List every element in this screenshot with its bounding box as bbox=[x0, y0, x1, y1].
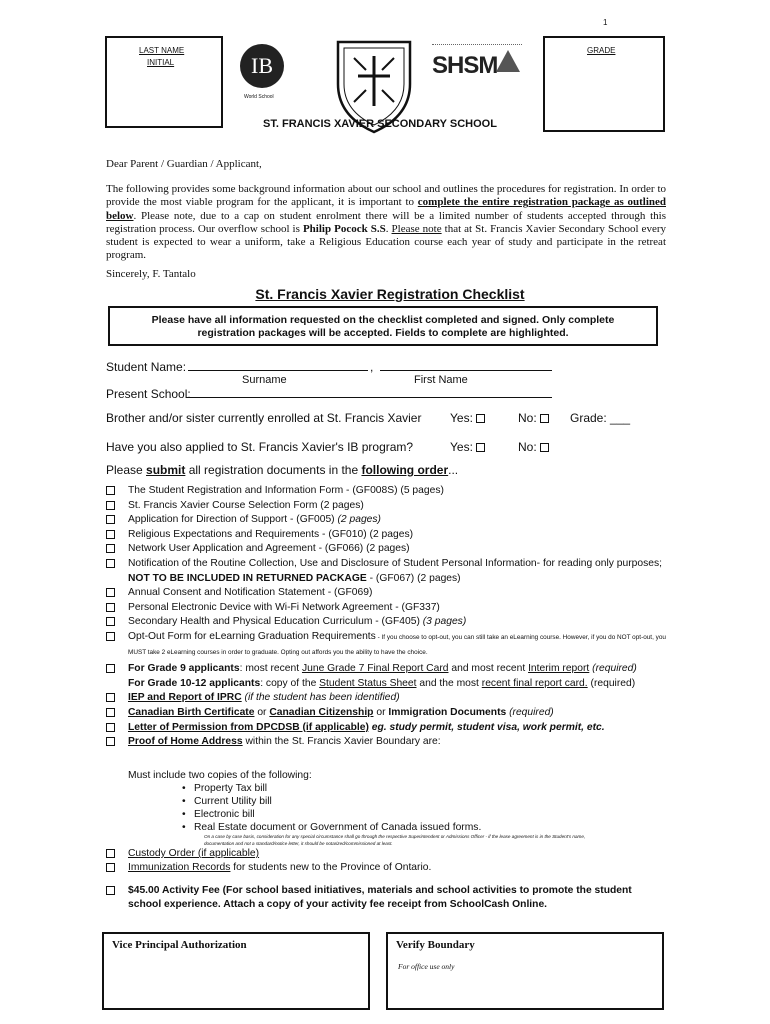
checklist-items bbox=[106, 484, 666, 750]
item-checkbox[interactable] bbox=[106, 501, 115, 510]
verify-boundary-label: Verify Boundary bbox=[396, 939, 475, 951]
list-item: Religious Expectations and Requirements - (GF010) (2 pages) bbox=[106, 528, 666, 543]
item-checkbox[interactable] bbox=[106, 486, 115, 495]
list-item: • Property Tax bill bbox=[182, 783, 268, 794]
shsm-logo: SHSM bbox=[432, 52, 498, 79]
item-checkbox[interactable] bbox=[106, 617, 115, 626]
ib-no-checkbox[interactable] bbox=[540, 443, 549, 452]
last-name-initial-box[interactable] bbox=[105, 36, 223, 128]
shsm-logo-mark-icon bbox=[494, 48, 522, 74]
ib-question: Have you also applied to St. Francis Xavier's IB program? bbox=[106, 440, 414, 454]
sibling-question: Brother and/or sister currently enrolled at St. Francis Xavier bbox=[106, 411, 422, 425]
office-use-label: For office use only bbox=[398, 962, 455, 971]
item-checkbox[interactable] bbox=[106, 708, 115, 717]
list-item: Secondary Health and Physical Education Curriculum - (GF405) (3 pages) bbox=[106, 615, 666, 630]
checklist-items-tail bbox=[106, 847, 666, 875]
ib-logo-caption: World School bbox=[244, 94, 274, 100]
list-item: Proof of Home Address within the St. Francis Xavier Boundary are: bbox=[106, 735, 666, 750]
item-checkbox[interactable] bbox=[106, 603, 115, 612]
item-checkbox[interactable] bbox=[106, 737, 115, 746]
list-item: • Real Estate document or Government of Canada issued forms. bbox=[182, 822, 482, 833]
list-item: Application for Direction of Support - (GF005) (2 pages) bbox=[106, 513, 666, 528]
list-item: Notification of the Routine Collection, Use and Disclosure of Student Personal Information- for reading only purposes; NOT TO BE INCLUDED IN RETURNED PACKAGE - (GF067) (2 pages) bbox=[106, 557, 666, 586]
list-item: • Current Utility bill bbox=[182, 796, 272, 807]
signoff: Sincerely, F. Tantalo bbox=[106, 268, 196, 280]
item-checkbox[interactable] bbox=[106, 515, 115, 524]
salutation: Dear Parent / Guardian / Applicant, bbox=[106, 158, 262, 170]
sibling-no-checkbox[interactable] bbox=[540, 414, 549, 423]
ib-yes-checkbox[interactable] bbox=[476, 443, 485, 452]
item-checkbox[interactable] bbox=[106, 544, 115, 553]
list-item: Personal Electronic Device with Wi-Fi Network Agreement - (GF337) bbox=[106, 601, 666, 616]
item-checkbox[interactable] bbox=[106, 632, 115, 641]
item-checkbox[interactable] bbox=[106, 530, 115, 539]
submit-instruction: Please submit all registration documents in the following order... bbox=[106, 463, 459, 477]
fine-print: On a case by case basis, consideration for any special circumstance shall go through the respective Superintendent or Admissions Officer - if the lease agreement is in the Student's name, documentation and not a standard/notice letter, it should be notarized/commissioned at least. bbox=[204, 834, 586, 846]
first-name-field[interactable] bbox=[380, 358, 552, 371]
sibling-yes-checkbox[interactable] bbox=[476, 414, 485, 423]
item-checkbox[interactable] bbox=[106, 693, 115, 702]
grade-box-label: GRADE bbox=[587, 46, 616, 55]
item-checkbox[interactable] bbox=[106, 559, 115, 568]
sibling-no[interactable]: No: bbox=[518, 411, 549, 425]
item-checkbox[interactable] bbox=[106, 588, 115, 597]
page-number: 1 bbox=[603, 18, 608, 27]
ib-yes[interactable]: Yes: bbox=[450, 440, 485, 454]
list-item: Custody Order (if applicable) bbox=[106, 847, 666, 861]
item-checkbox[interactable] bbox=[106, 849, 115, 858]
vice-principal-label: Vice Principal Authorization bbox=[112, 939, 247, 951]
list-item: The Student Registration and Information Form - (GF008S) (5 pages) bbox=[106, 484, 666, 499]
item-checkbox[interactable] bbox=[106, 863, 115, 872]
initial-label: INITIAL bbox=[147, 58, 175, 67]
verify-boundary-box[interactable] bbox=[386, 932, 664, 1010]
must-include-text: Must include two copies of the following: bbox=[128, 770, 312, 781]
vice-principal-box[interactable] bbox=[102, 932, 370, 1010]
list-item: $45.00 Activity Fee (For school based initiatives, materials and school activities to promote the student school experience. Attach a copy of your activity fee receipt from SchoolCash Online. bbox=[106, 884, 666, 912]
student-name-label: Student Name: bbox=[106, 360, 187, 374]
list-item: Network User Application and Agreement - (GF066) (2 pages) bbox=[106, 542, 666, 557]
sibling-yes[interactable]: Yes: bbox=[450, 411, 485, 425]
list-item: For Grade 9 applicants: most recent June Grade 7 Final Report Card and most recent Interim report (required) For Grade 10-12 applicants: copy of the Student Status Sheet and the most recent final report card. (required) bbox=[106, 662, 666, 691]
ib-logo: IB bbox=[240, 44, 284, 88]
list-item: St. Francis Xavier Course Selection Form (2 pages) bbox=[106, 499, 666, 514]
list-item: • Electronic bill bbox=[182, 809, 255, 820]
item-checkbox[interactable] bbox=[106, 664, 115, 673]
list-item: Annual Consent and Notification Statement - (GF069) bbox=[106, 586, 666, 601]
sibling-grade[interactable]: Grade: ___ bbox=[570, 411, 631, 425]
list-item: Opt-Out Form for eLearning Graduation Requirements - If you choose to opt-out, you can still take an eLearning course. However, if you do NOT opt-out, you MUST take 2 eLearning courses in order to graduate. Opting out affords you the ability to have the choice. bbox=[106, 630, 666, 659]
name-comma: , bbox=[370, 360, 374, 374]
list-item: Letter of Permission from DPCDSB (if applicable) eg. study permit, student visa, work permit, etc. bbox=[106, 721, 666, 736]
item-checkbox[interactable] bbox=[106, 723, 115, 732]
present-school-field[interactable] bbox=[186, 385, 552, 398]
grade-box[interactable] bbox=[543, 36, 665, 132]
surname-field[interactable] bbox=[188, 358, 368, 371]
surname-label: Surname bbox=[242, 374, 287, 386]
school-name: ST. FRANCIS XAVIER SECONDARY SCHOOL bbox=[263, 118, 497, 130]
first-name-label: First Name bbox=[414, 374, 468, 386]
present-school-label: Present School: bbox=[106, 387, 191, 401]
checklist-title: St. Francis Xavier Registration Checklist bbox=[255, 286, 525, 302]
list-item: Canadian Birth Certificate or Canadian Citizenship or Immigration Documents (required) bbox=[106, 706, 666, 721]
list-item: Immunization Records for students new to the Province of Ontario. bbox=[106, 861, 666, 875]
checklist-notice: Please have all information requested on the checklist completed and signed. Only complete registration packages will be accepted. Fields to complete are highlighted. bbox=[108, 306, 658, 346]
last-name-label: LAST NAME bbox=[139, 46, 185, 55]
ib-no[interactable]: No: bbox=[518, 440, 549, 454]
item-checkbox[interactable] bbox=[106, 886, 115, 895]
list-item: IEP and Report of IPRC (if the student has been identified) bbox=[106, 691, 666, 706]
letter-body: The following provides some background information about our school and outlines the procedures for registration. In order to provide the most viable program for the applicant, it is important to complete the entire registration package as outlined below. Please note, due to a cap on student enrolment there will be a limited number of students accepted through this registration process. Our overflow school is Philip Pocock S.S. Please note that at St. Francis Xavier Secondary School every student is expected to wear a uniform, take a Religious Education course each year of study and participate in the retreat program. bbox=[106, 183, 666, 262]
